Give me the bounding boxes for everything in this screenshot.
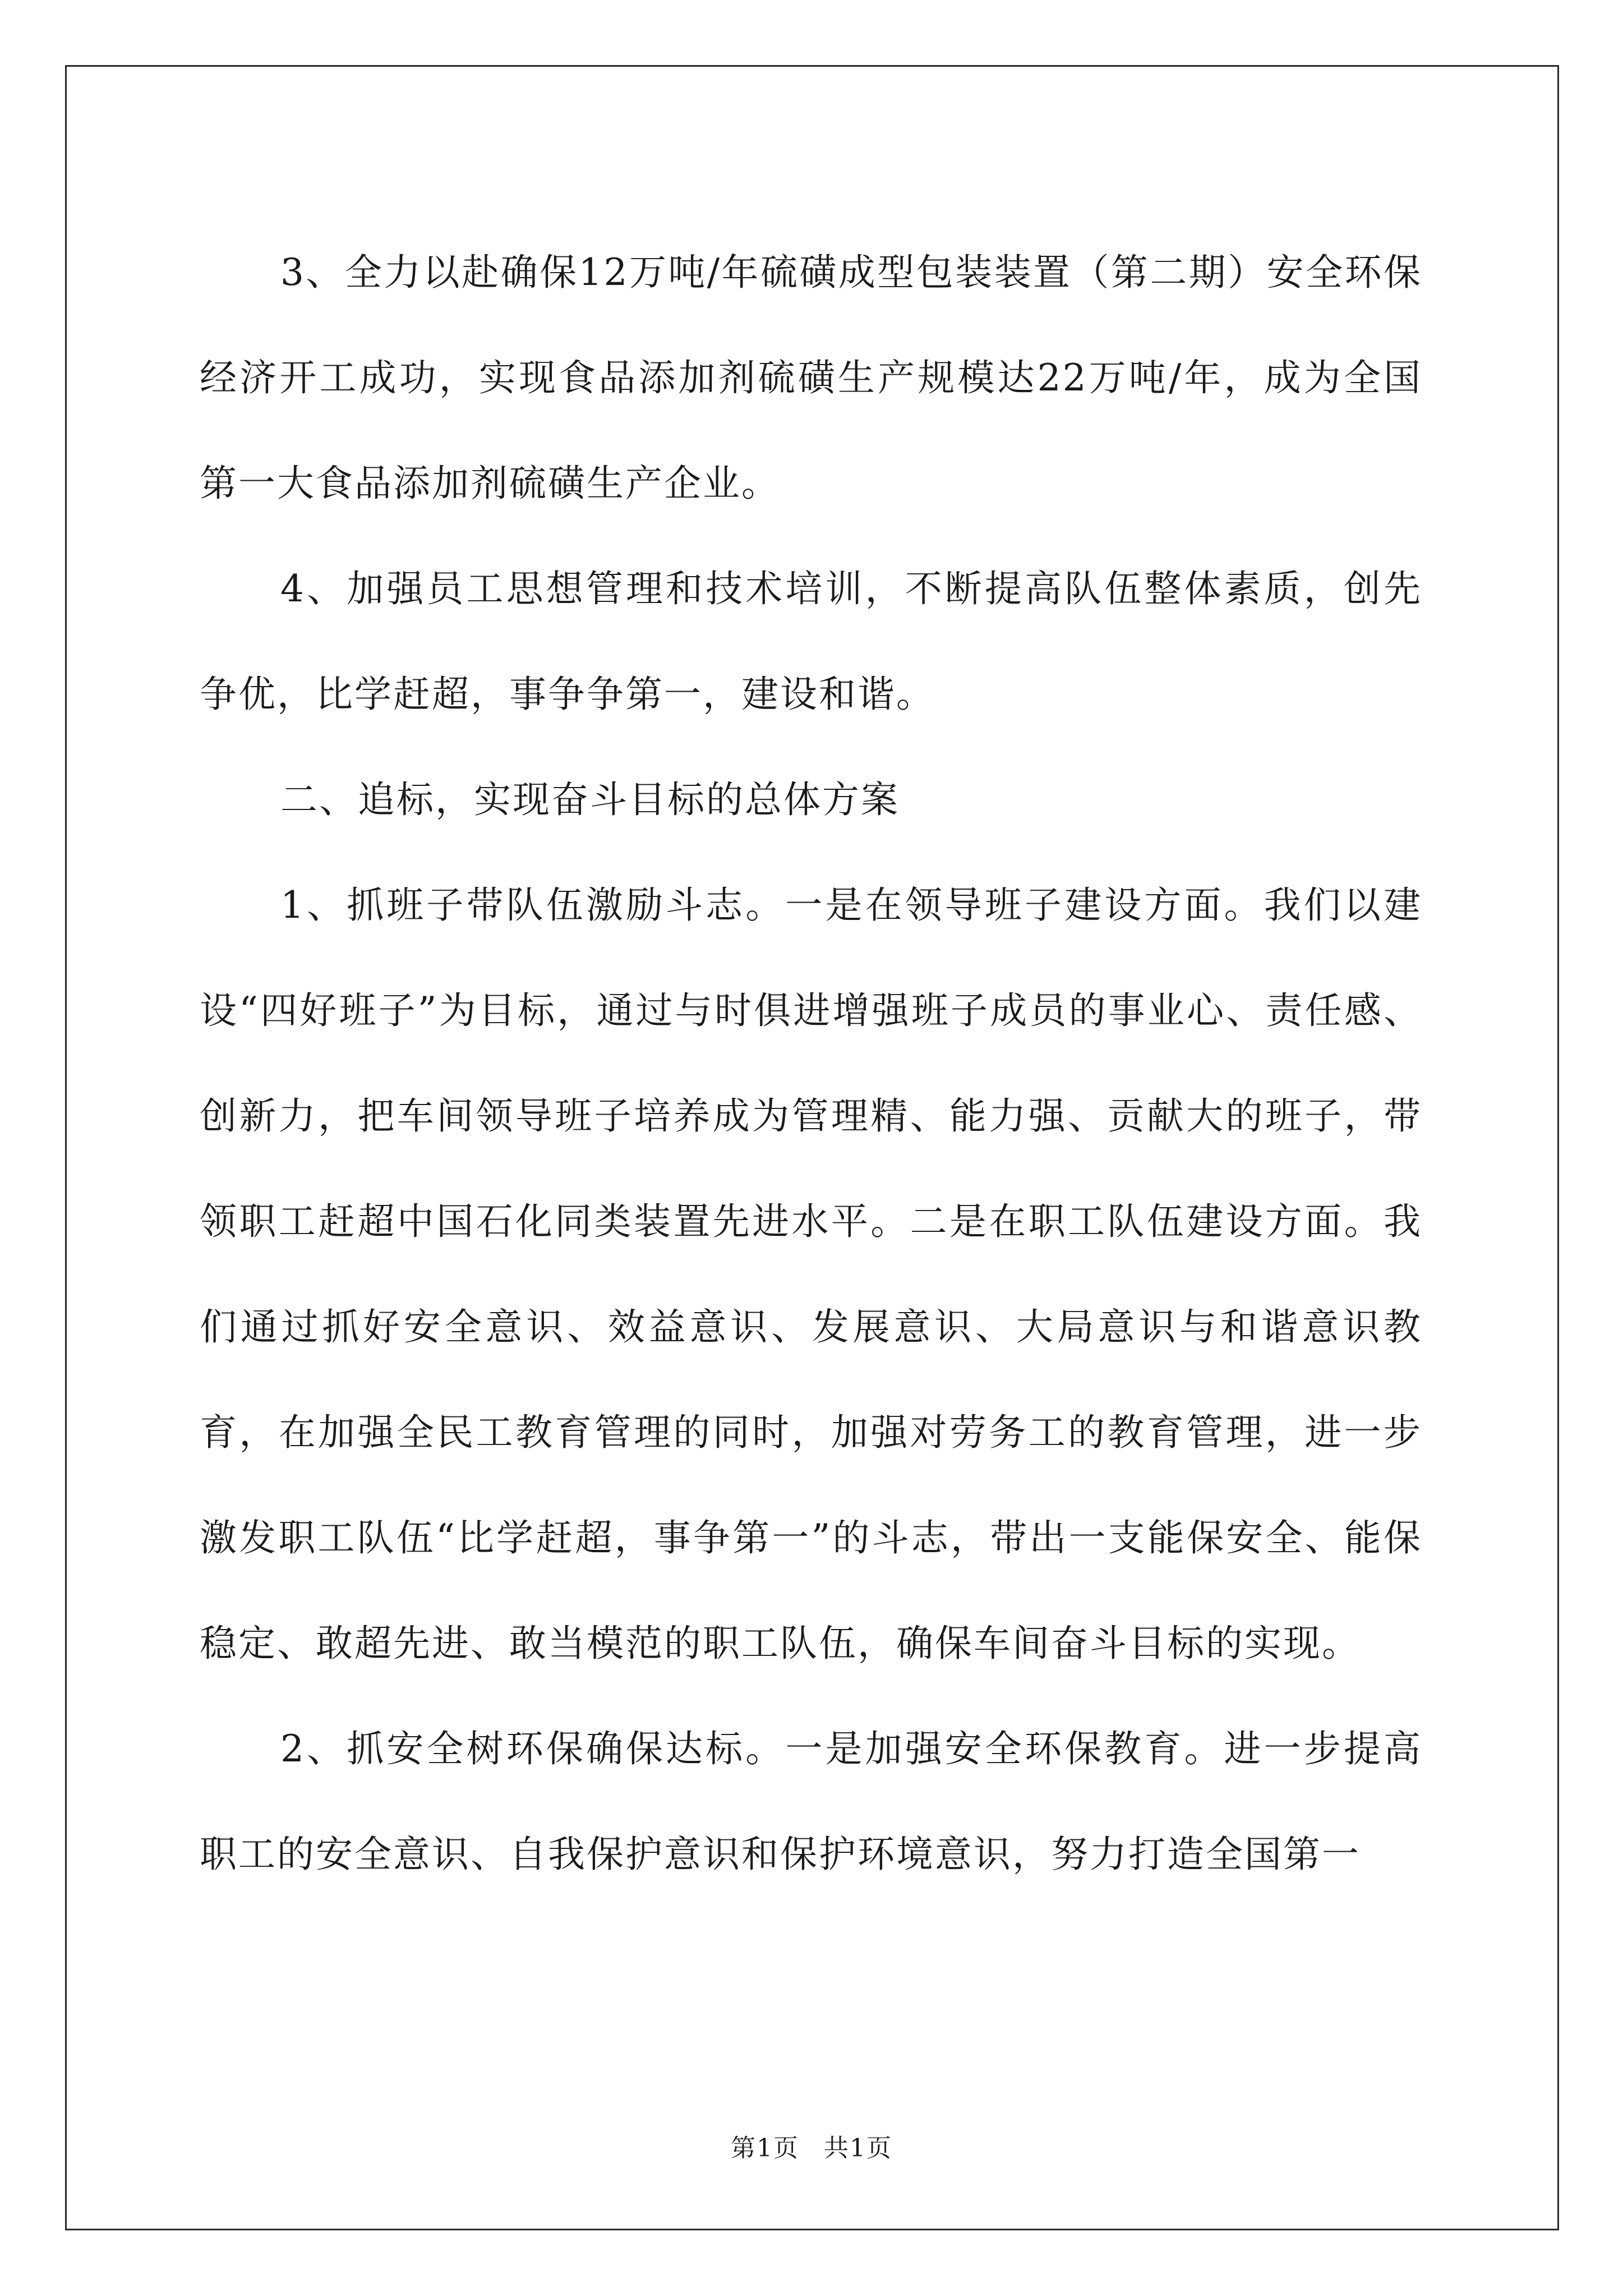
paragraph-sulfur-packaging-goal: 3、全力以赴确保12万吨/年硫磺成型包装装置（第二期）安全环保经济开工成功，实现食品添加剂硫磺生产规模达22万吨/年，成为全国第一大食品添加剂硫磺生产企业。 (200, 251, 1422, 505)
section-heading-overall-plan: 二、追标，实现奋斗目标的总体方案 (280, 778, 900, 821)
paragraph-leadership-team: 1、抓班子带队伍激励斗志。一是在领导班子建设方面。我们以建设“四好班子”为目标，通过与时俱进增强班子成员的事业心、责任感、创新力，把车间领导班子培养成为管理精、能力强、贡献大的班子，带领职工赶超中国石化同类装置先进水平。二是在职工队伍建设方面。我们通过抓好安全意识、效益意识、发展意识、大局意识与和谐意识教育，在加强全民工教育管理的同时，加强对劳务工的教育管理，进一步激发职工队伍“比学赶超，事争第一”的斗志，带出一支能保安全、能保稳定、敢超先进、敢当模范的职工队伍，确保车间奋斗目标的实现。 (200, 884, 1422, 1665)
paragraph-staff-training-goal: 4、加强员工思想管理和技术培训，不断提高队伍整体素质，创先争优，比学赶超，事争争第一，建设和谐。 (200, 567, 1422, 716)
document-body (200, 220, 1422, 1907)
paragraph-safety-environment: 2、抓安全树环保确保达标。一是加强安全环保教育。进一步提高职工的安全意识、自我保护意识和保护环境意识，努力打造全国第一 (200, 1727, 1422, 1876)
page-total: 共1页 (824, 2134, 892, 2162)
page-footer (0, 2132, 1623, 2165)
page-number: 第1页 (731, 2134, 799, 2162)
